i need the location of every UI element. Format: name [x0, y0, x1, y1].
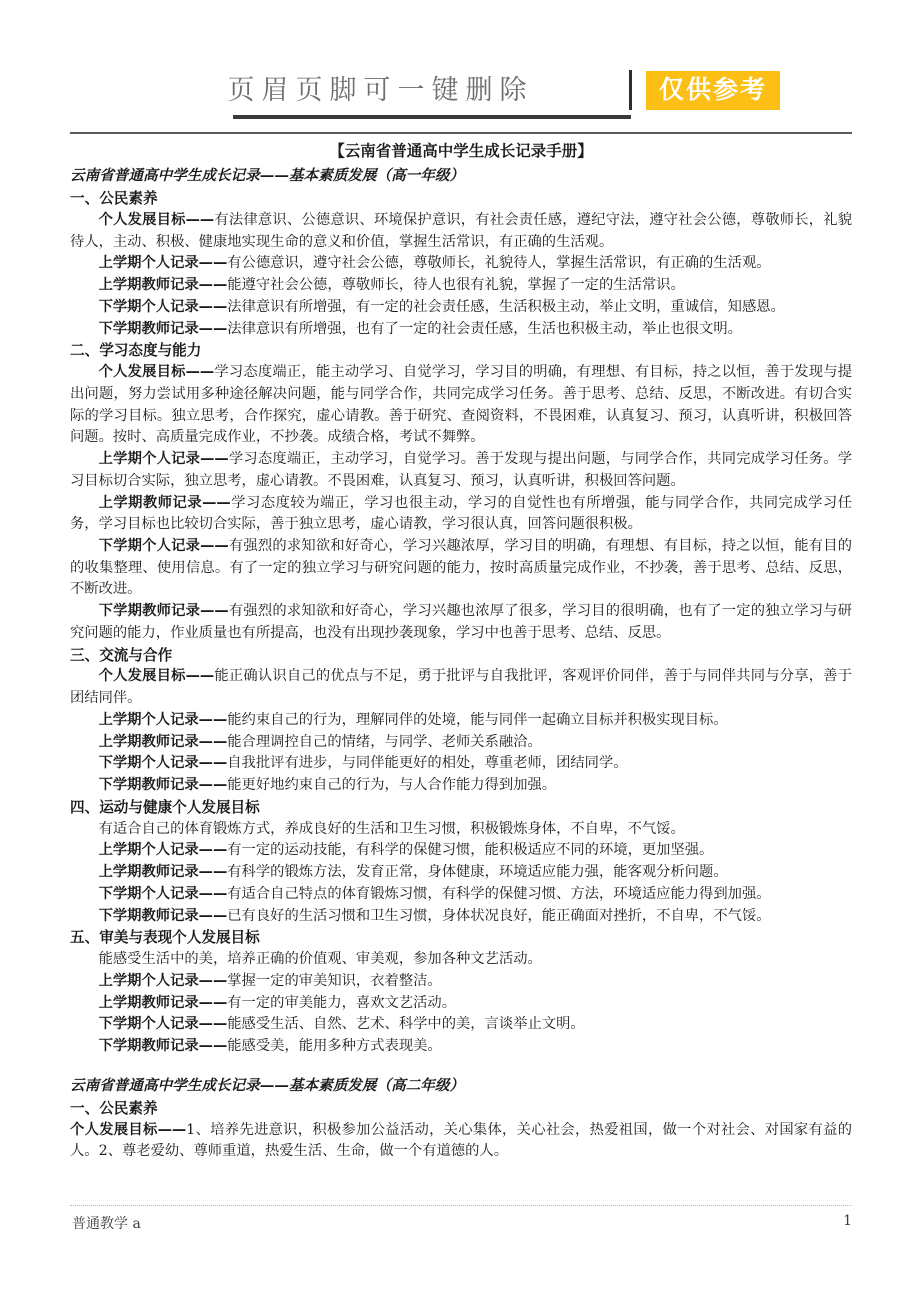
- s3-term2-self-text: 自我批评有进步，与同伴能更好的相处，尊重老师，团结同学。: [227, 755, 628, 772]
- reference-only-badge: 仅供参考: [646, 71, 780, 110]
- header-note-text: 页眉页脚可一键删除: [227, 74, 534, 106]
- label-term2-teacher: 下学期教师记录——: [98, 603, 229, 620]
- footer-left-text: 普通教学 a: [72, 1216, 141, 1232]
- label-goal: 个人发展目标——: [98, 364, 215, 381]
- header-inner: [150, 62, 780, 118]
- s2-term2-self-paragraph: [70, 536, 852, 601]
- page-title: 【云南省普通高中学生成长记录手册】: [329, 142, 593, 160]
- s1-term1-self-text: 有公德意识，遵守社会公德，尊敬师长，礼貌待人，掌握生活常识，有正确的生活观。: [227, 255, 771, 272]
- s2-goal-paragraph: [70, 362, 852, 449]
- label-term2-teacher: 下学期教师记录——: [98, 777, 228, 794]
- s5-term1-self-text: 掌握一定的审美知识，衣着整洁。: [227, 972, 442, 989]
- s5-term2-teacher-paragraph: [70, 1036, 852, 1058]
- s3-term1-self-paragraph: [70, 710, 852, 732]
- s1-term2-self-paragraph: [70, 297, 852, 319]
- s3-goal-text: 能正确认识自己的优点与不足，勇于批评与自我批评，客观评价同伴，善于与同伴共同与分享，善于团结同伴。: [70, 668, 853, 707]
- s3-term2-self-paragraph: [70, 753, 852, 775]
- grade1-subtitle: 云南省普通高中学生成长记录——基本素质发展（高一年级）: [70, 167, 465, 185]
- label-term1-self: 上学期个人记录——: [98, 842, 228, 859]
- s2-goal-text: 学习态度端正，能主动学习、自觉学习，学习目的明确，有理想、有目标，持之以恒，善于发现与提出问题，努力尝试用多种途径解决问题，能与同学合作，共同完成学习任务。善于思考、总结、反思，不断改进。有切合实际的学习目标。独立思考，合作探究，虚心请教。善于研究、查阅资料，不畏困难，认真复习、预习，认真听讲，积极回答问题。按时、高质量完成作业，不抄袭。成绩合格，考试不舞弊。: [70, 364, 853, 446]
- s1-term2-teacher-text: 法律意识有所增强，也有了一定的社会责任感，生活也积极主动，举止也很文明。: [227, 320, 742, 337]
- s4-term2-self-text: 有适合自己特点的体育锻炼习惯，有科学的保健习惯、方法，环境适应能力得到加强。: [227, 885, 771, 902]
- section-gap: [70, 1058, 852, 1075]
- footer-page-number: 1: [843, 1213, 852, 1229]
- s3-term1-teacher-text: 能合理调控自己的情绪，与同学、老师关系融洽。: [227, 733, 542, 750]
- s3-term2-teacher-text: 能更好地约束自己的行为，与人合作能力得到加强。: [227, 777, 557, 794]
- label-term1-self: 上学期个人记录——: [98, 255, 228, 272]
- s4-term1-self-paragraph: [70, 840, 852, 862]
- section-heading-5: 五、审美与表现个人发展目标: [70, 929, 260, 947]
- document-content: [70, 140, 852, 1163]
- s4-term2-teacher-text: 已有良好的生活习惯和卫生习惯，身体状况良好，能正确面对挫折，不自卑，不气馁。: [227, 907, 771, 924]
- s1-term1-teacher-paragraph: [70, 275, 852, 297]
- s5-term2-self-paragraph: [70, 1014, 852, 1036]
- s1-term2-teacher-paragraph: [70, 319, 852, 341]
- s1-goal-text: 有法律意识、公德意识、环境保护意识，有社会责任感，遵纪守法，遵守社会公德，尊敬师长，礼貌待人，主动、积极、健康地实现生命的意义和价值，掌握生活常识，有正确的生活观。: [70, 212, 853, 250]
- s4-term2-self-paragraph: [70, 884, 852, 906]
- s3-term1-teacher-paragraph: [70, 732, 852, 754]
- page-header-band: [0, 62, 920, 124]
- header-thin-rule: [70, 132, 852, 134]
- label-term1-teacher: 上学期教师记录——: [98, 994, 228, 1011]
- label-term1-teacher: 上学期教师记录——: [98, 733, 228, 750]
- s1-term1-teacher-text: 能遵守社会公德，尊敬师长，待人也很有礼貌，掌握了一定的生活常识。: [227, 277, 685, 294]
- s1-goal-paragraph: [70, 210, 852, 253]
- s2-term1-teacher-text: 学习态度较为端正，学习也很主动，学习的自觉性也有所增强，能与同学合作，共同完成学习任务，学习目标也比较切合实际，善于独立思考，虚心请教，学习很认真，回答问题很积极。: [70, 494, 852, 533]
- label-goal: 个人发展目标——: [98, 668, 215, 685]
- s3-term1-self-text: 能约束自己的行为，理解同伴的处境，能与同伴一起确立目标并积极实现目标。: [227, 711, 728, 728]
- header-thick-rule: [233, 115, 631, 119]
- label-term2-self: 下学期个人记录——: [98, 537, 229, 554]
- footer-divider: [70, 1205, 852, 1207]
- grade2-subtitle: 云南省普通高中学生成长记录——基本素质发展（高二年级）: [70, 1076, 465, 1094]
- label-term1-teacher: 上学期教师记录——: [98, 494, 231, 511]
- s5-term2-self-text: 能感受生活、自然、艺术、科学中的美，言谈举止文明。: [227, 1016, 585, 1033]
- g2-section-heading-1: 一、公民素养: [70, 1099, 158, 1117]
- label-term1-self: 上学期个人记录——: [98, 451, 229, 468]
- s3-goal-paragraph: [70, 666, 852, 709]
- s5-term1-self-paragraph: [70, 971, 852, 993]
- label-goal: 个人发展目标——: [98, 212, 215, 229]
- s2-term2-teacher-text: 有强烈的求知欲和好奇心，学习兴趣也浓厚了很多，学习目的很明确，也有了一定的独立学习与研究问题的能力，作业质量也有所提高，也没有出现抄袭现象，学习中也善于思考、总结、反思。: [70, 603, 853, 641]
- s4-term1-self-text: 有一定的运动技能，有科学的保健习惯，能积极适应不同的环境，更加坚强。: [227, 842, 714, 859]
- s5-goal-paragraph: 能感受生活中的美，培养正确的价值观、审美观，参加各种文艺活动。: [98, 951, 542, 968]
- section-heading-1: 一、公民素养: [70, 190, 158, 208]
- header-vertical-divider: [629, 70, 632, 110]
- s2-term2-teacher-paragraph: [70, 601, 852, 644]
- g2s1-goal-paragraph: [70, 1120, 852, 1163]
- s5-term2-teacher-text: 能感受美，能用多种方式表现美。: [227, 1038, 442, 1055]
- label-term1-self: 上学期个人记录——: [98, 972, 228, 989]
- s2-term1-teacher-paragraph: [70, 493, 852, 536]
- label-term1-teacher: 上学期教师记录——: [98, 277, 228, 294]
- label-term2-teacher: 下学期教师记录——: [98, 1038, 228, 1055]
- label-term2-self: 下学期个人记录——: [98, 755, 228, 772]
- label-term1-teacher: 上学期教师记录——: [98, 864, 228, 881]
- label-term1-self: 上学期个人记录——: [98, 711, 228, 728]
- label-term2-teacher: 下学期教师记录——: [98, 320, 228, 337]
- section-heading-2: 二、学习态度与能力: [70, 342, 202, 360]
- section-heading-4: 四、运动与健康个人发展目标: [70, 798, 260, 816]
- s5-term1-teacher-paragraph: [70, 993, 852, 1015]
- page-footer: [70, 1205, 852, 1245]
- label-term2-self: 下学期个人记录——: [98, 885, 228, 902]
- s4-term1-teacher-paragraph: [70, 862, 852, 884]
- s2-term1-self-text: 学习态度端正，主动学习，自觉学习。善于发现与提出问题，与同学合作，共同完成学习任务。学习目标切合实际，独立思考，虚心请教。不畏困难，认真复习、预习，认真听讲，积极回答问题。: [70, 451, 853, 489]
- section-heading-3: 三、交流与合作: [70, 646, 173, 664]
- label-term2-self: 下学期个人记录——: [98, 1016, 228, 1033]
- s1-term2-self-text: 法律意识有所增强，有一定的社会责任感，生活积极主动，举止文明，重诚信，知感恩。: [227, 298, 785, 315]
- s4-term1-teacher-text: 有科学的锻炼方法，发育正常，身体健康，环境适应能力强，能客观分析问题。: [227, 864, 728, 881]
- s1-term1-self-paragraph: [70, 253, 852, 275]
- s5-term1-teacher-text: 有一定的审美能力，喜欢文艺活动。: [227, 994, 457, 1011]
- s4-goal-paragraph: 有适合自己的体育锻炼方式，养成良好的生活和卫生习惯，积极锻炼身体，不自卑，不气馁。: [98, 820, 685, 837]
- s3-term2-teacher-paragraph: [70, 775, 852, 797]
- s4-term2-teacher-paragraph: [70, 906, 852, 928]
- label-term2-self: 下学期个人记录——: [98, 298, 228, 315]
- g2s1-goal-text: 1、培养先进意识，积极参加公益活动，关心集体，关心社会，热爱祖国，做一个对社会、对国家有益的人。2、尊老爱幼、尊师重道，热爱生活、生命，做一个有道德的人。: [70, 1121, 853, 1160]
- label-term2-teacher: 下学期教师记录——: [98, 907, 228, 924]
- s2-term2-self-text: 有强烈的求知欲和好奇心，学习兴趣浓厚，学习目的明确，有理想、有目标，持之以恒，能有目的的收集整理、使用信息。有了一定的独立学习与研究问题的能力，按时高质量完成作业，不抄袭，善于思考、总结、反思，不断改进。: [70, 537, 853, 598]
- s2-term1-self-paragraph: [70, 449, 852, 492]
- label-goal: 个人发展目标——: [70, 1121, 187, 1138]
